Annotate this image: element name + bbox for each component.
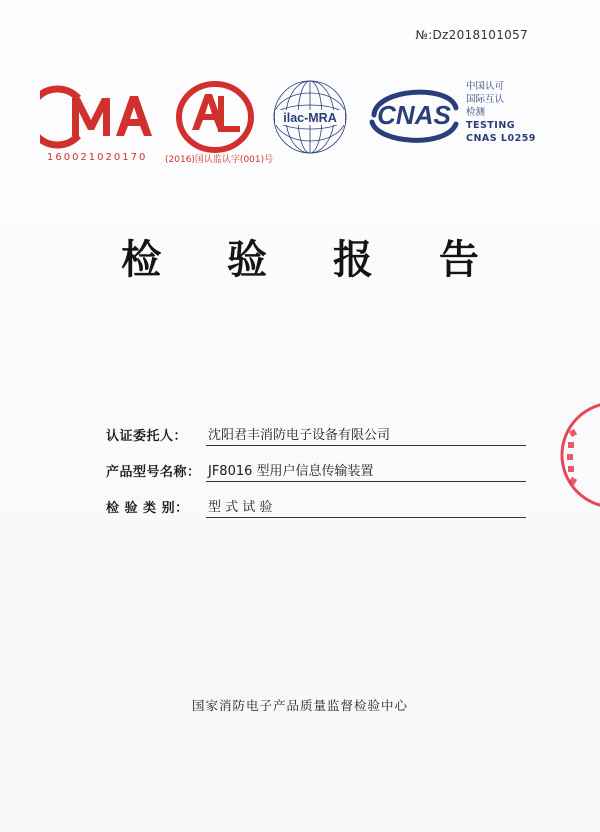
- field-product: [106, 446, 526, 482]
- cnas-side-line: 检测: [466, 107, 486, 118]
- field-inspection-type: [106, 482, 526, 518]
- cma-logo: [40, 82, 158, 152]
- cnas-logo: [366, 82, 462, 148]
- field-value: 型 式 试 验: [206, 496, 526, 518]
- partial-seal-stamp: [556, 400, 600, 510]
- svg-text:ilac-MRA: ilac-MRA: [283, 111, 337, 125]
- report-title: 检 验 报 告: [121, 237, 505, 283]
- cnas-side-line: 国际互认: [466, 94, 505, 105]
- field-label: 产品型号名称：: [106, 465, 201, 480]
- field-value: 沈阳君丰消防电子设备有限公司: [206, 424, 526, 446]
- cnas-testing-label: TESTING: [466, 120, 516, 131]
- cnas-accreditation-text: [466, 80, 536, 145]
- field-client: [106, 410, 526, 446]
- report-fields: [106, 410, 526, 518]
- cal-caption: (2016)国认监认字(001)号: [165, 155, 274, 165]
- report-number: №:Dz2018101057: [415, 28, 528, 42]
- field-label: 认证委托人：: [106, 429, 188, 444]
- cnas-number: CNAS L0259: [466, 133, 536, 144]
- ilac-mra-logo: [271, 78, 349, 156]
- issuing-authority: 国家消防电子产品质量监督检验中心: [191, 698, 408, 713]
- field-label: 检 验 类 别：: [106, 501, 189, 516]
- cma-code: 160021020170: [47, 152, 148, 163]
- cnas-side-line: 中国认可: [466, 81, 505, 92]
- cal-logo: [174, 80, 256, 154]
- svg-text:CNAS: CNAS: [377, 100, 451, 130]
- field-value: JF8016 型用户信息传输装置: [206, 460, 526, 482]
